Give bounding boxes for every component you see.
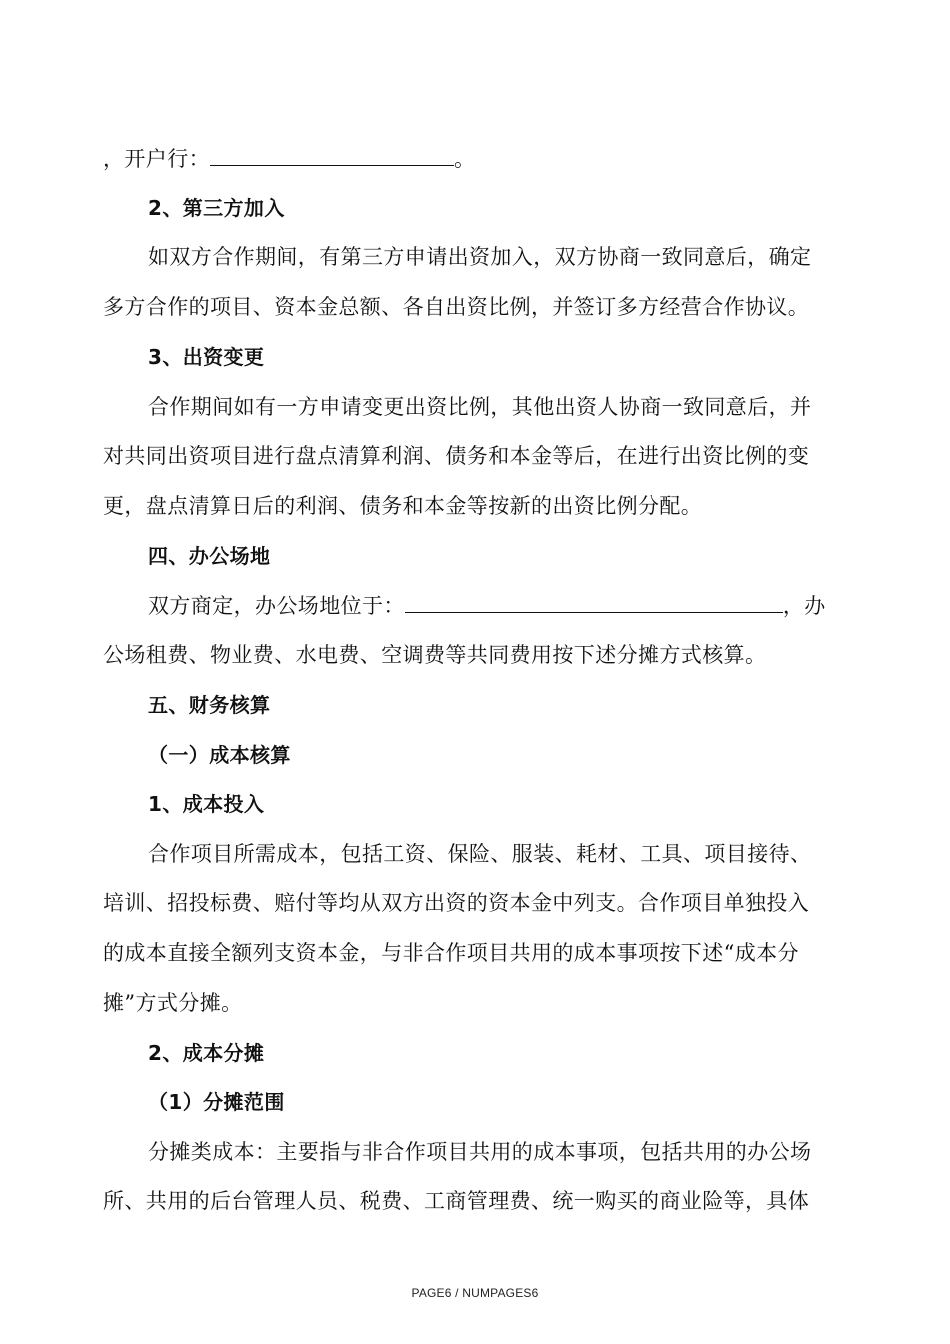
office-address-line (148, 590, 843, 621)
paragraph-line: 多方合作的项目、资本金总额、各自出资比例，并签订多方经营合作协议。 (103, 295, 810, 319)
heading-cost-input: 1、成本投入 (148, 792, 265, 816)
paragraph-line: 的成本直接全额列支资本金，与非合作项目共用的成本事项按下述“成本分 (103, 941, 799, 965)
paragraph-line: 摊”方式分摊。 (103, 991, 243, 1015)
paragraph-line: 所、共用的后台管理人员、税费、工商管理费、统一购买的商业险等，具体 (103, 1189, 810, 1213)
heading-finance: 五、财务核算 (148, 693, 271, 717)
heading-cost-share: 2、成本分摊 (148, 1041, 265, 1065)
heading-office: 四、办公场地 (148, 544, 271, 568)
heading-share-scope: （1）分摊范围 (148, 1090, 285, 1114)
office-prefix: 双方商定，办公场地位于： (148, 594, 405, 618)
paragraph-line: 合作项目所需成本，包括工资、保险、服装、耗材、工具、项目接待、 (148, 842, 812, 866)
office-suffix: ，办 (782, 594, 826, 618)
paragraph-line: 更，盘点清算日后的利润、债务和本金等按新的出资比例分配。 (103, 494, 703, 518)
paragraph-line: 培训、招投标费、赔付等均从双方出资的资本金中列支。合作项目单独投入 (103, 891, 810, 915)
page-number-footer: PAGE6 / NUMPAGES6 (411, 1286, 539, 1300)
account-prefix: ，开户行： (103, 147, 210, 171)
paragraph-line: 如双方合作期间，有第三方申请出资加入，双方协商一致同意后，确定 (148, 245, 812, 269)
paragraph-line: 对共同出资项目进行盘点清算利润、债务和本金等后，在进行出资比例的变 (103, 444, 810, 468)
account-line (103, 143, 843, 174)
account-suffix: 。 (454, 147, 476, 171)
heading-third-party: 2、第三方加入 (148, 196, 285, 220)
heading-cost-accounting: （一）成本核算 (148, 743, 291, 767)
paragraph-line: 合作期间如有一方申请变更出资比例，其他出资人协商一致同意后，并 (148, 395, 812, 419)
bank-blank (210, 143, 454, 166)
heading-capital-change: 3、出资变更 (148, 345, 265, 369)
office-address-blank (405, 590, 783, 613)
paragraph-line: 分摊类成本：主要指与非合作项目共用的成本事项，包括共用的办公场 (148, 1140, 812, 1164)
paragraph-line: 公场租费、物业费、水电费、空调费等共同费用按下述分摊方式核算。 (103, 643, 767, 667)
